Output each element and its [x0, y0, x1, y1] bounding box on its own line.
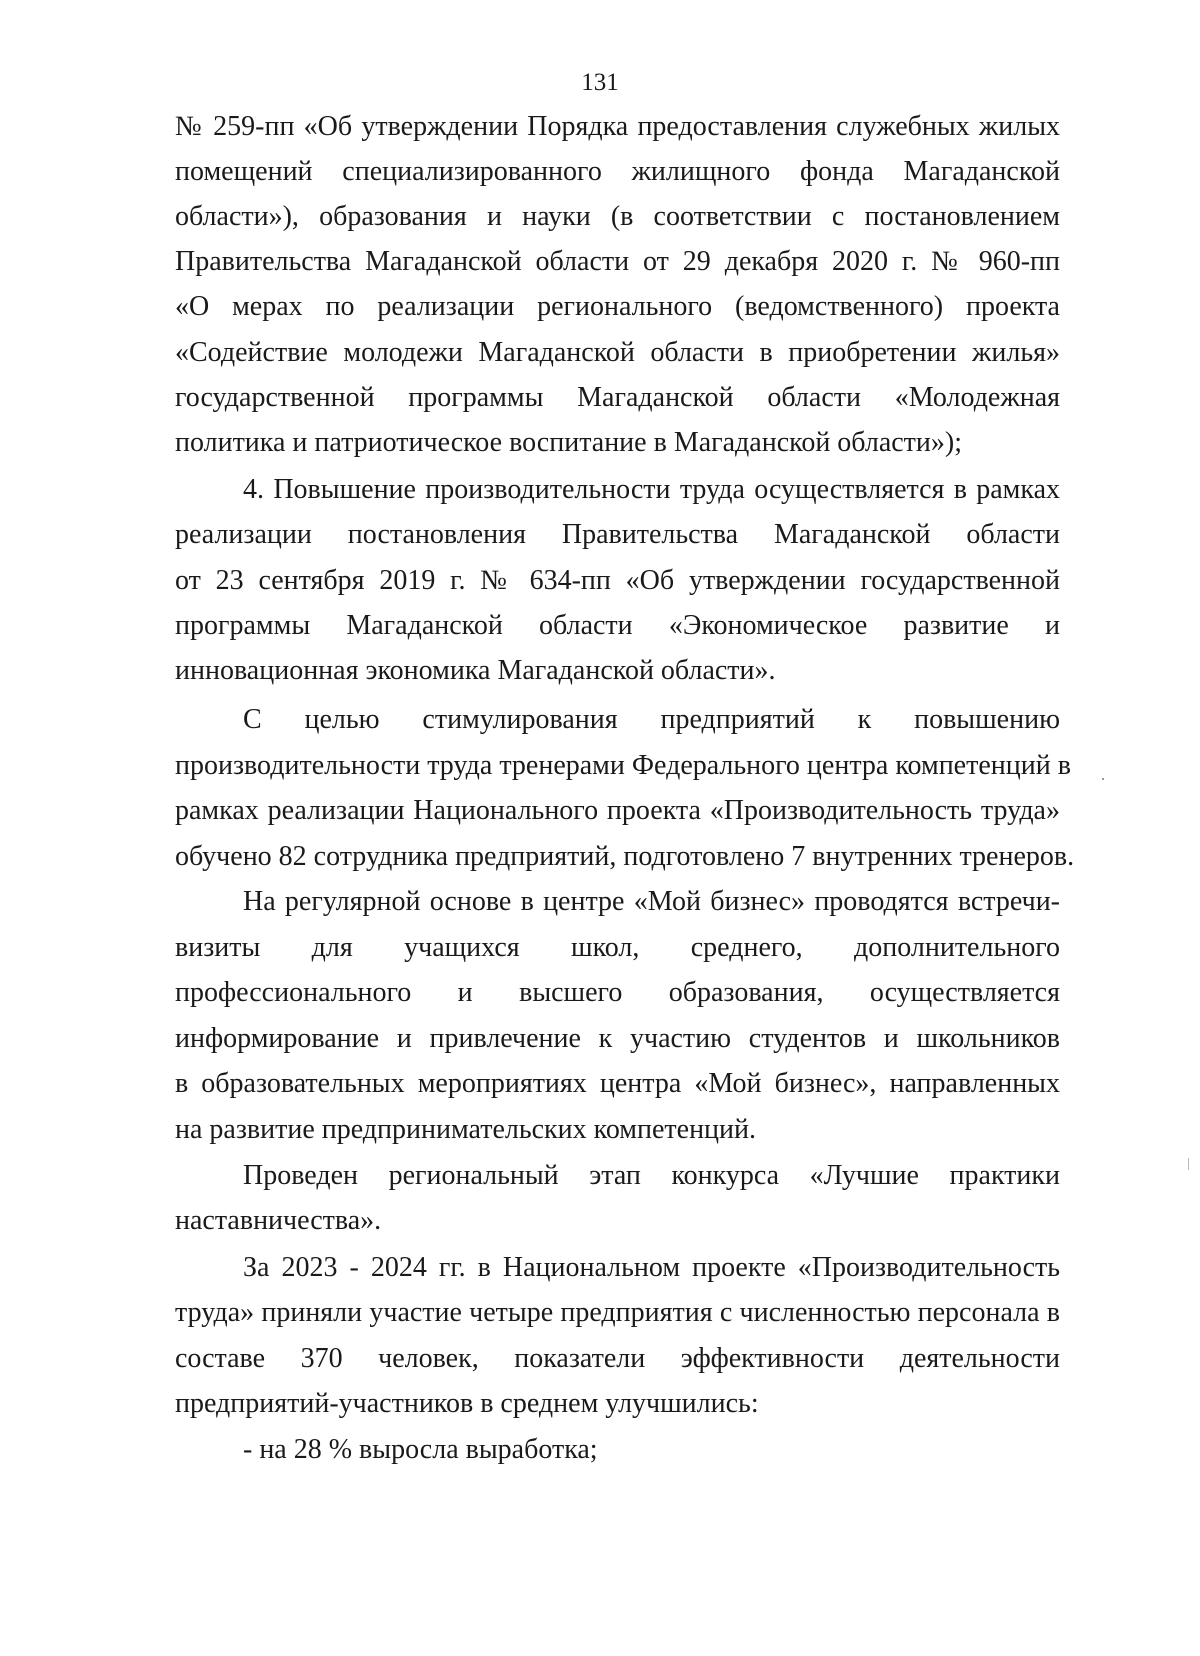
text-line: государственной программы Магаданской области «Молодежная — [175, 382, 1060, 413]
scan-speck — [1102, 778, 1104, 780]
text-line: программы Магаданской области «Экономическое развитие и — [175, 610, 1060, 641]
text-line: предприятий-участников в среднем улучшились: — [175, 1388, 759, 1419]
text-line: политика и патриотическое воспитание в Магаданской области»); — [175, 427, 963, 458]
text-line: Правительства Магаданской области от 29 декабря 2020 г. № 960-пп — [175, 246, 1060, 277]
text-line: от 23 сентября 2019 г. № 634-пп «Об утверждении государственной — [175, 565, 1060, 596]
text-line: наставничества». — [175, 1205, 382, 1236]
text-line: производительности труда тренерами Федерального центра компетенций в — [175, 750, 1071, 781]
text-line: в образовательных мероприятиях центра «Мой бизнес», направленных — [175, 1068, 1060, 1099]
text-line: № 259-пп «Об утверждении Порядка предоставления служебных жилых — [175, 111, 1060, 142]
text-line: составе 370 человек, показатели эффективности деятельности — [175, 1343, 1060, 1374]
page-number: 131 — [581, 69, 619, 96]
text-line: Проведен региональный этап конкурса «Лучшие практики — [243, 1160, 1060, 1191]
text-line: реализации постановления Правительства Магаданской области — [175, 519, 1060, 550]
text-line: обучено 82 сотрудника предприятий, подготовлено 7 внутренних тренеров. — [175, 841, 1075, 872]
scan-speck — [1188, 1158, 1189, 1170]
text-line: На регулярной основе в центре «Мой бизнес» проводятся встречи- — [243, 886, 1060, 917]
text-line: С целью стимулирования предприятий к повышению — [243, 704, 1060, 735]
text-line: 4. Повышение производительности труда осуществляется в рамках — [243, 474, 1060, 505]
text-line: информирование и привлечение к участию студентов и школьников — [175, 1023, 1060, 1054]
text-line: визиты для учащихся школ, среднего, дополнительного — [175, 932, 1060, 963]
text-line: помещений специализированного жилищного фонда Магаданской — [175, 156, 1060, 187]
text-line: рамках реализации Национального проекта «Производительность труда» — [175, 795, 1060, 826]
text-line: профессионального и высшего образования, осуществляется — [175, 977, 1060, 1008]
text-line: За 2023 - 2024 гг. в Национальном проекте «Производительность — [243, 1252, 1060, 1283]
text-line: области»), образования и науки (в соответствии с постановлением — [175, 201, 1060, 232]
text-line: труда» приняли участие четыре предприятия с численностью персонала в — [175, 1297, 1060, 1328]
text-line: инновационная экономика Магаданской области». — [175, 655, 776, 686]
text-line: - на 28 % выросла выработка; — [243, 1434, 598, 1465]
text-line: «Содействие молодежи Магаданской области в приобретении жилья» — [175, 337, 1060, 368]
text-line: на развитие предпринимательских компетенций. — [175, 1114, 757, 1145]
text-line: «О мерах по реализации регионального (ведомственного) проекта — [175, 291, 1060, 322]
